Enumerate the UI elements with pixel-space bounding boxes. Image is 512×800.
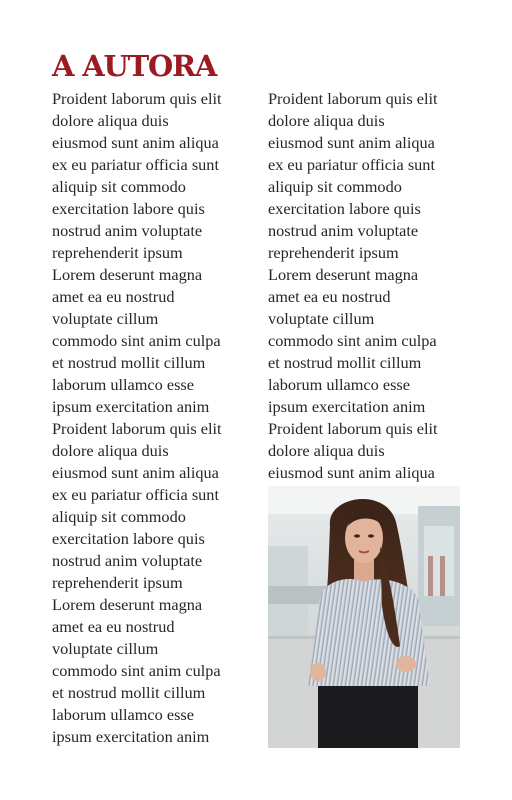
text-line: amet ea eu nostrud <box>268 287 391 306</box>
text-line: Proident laborum quis elit <box>52 419 222 438</box>
text-line: ex eu pariatur officia sunt <box>268 155 435 174</box>
text-line: dolore aliqua duis <box>52 441 169 460</box>
text-line: Proident laborum quis elit <box>268 89 438 108</box>
author-portrait-photo <box>268 486 460 748</box>
text-line: amet ea eu nostrud <box>52 287 175 306</box>
right-text-column <box>268 88 468 484</box>
text-line: voluptate cillum <box>52 639 159 658</box>
text-line: reprehenderit ipsum <box>52 243 183 262</box>
text-line: laborum ullamco esse <box>268 375 410 394</box>
text-line: et nostrud mollit cillum <box>268 353 422 372</box>
text-line: commodo sint anim culpa <box>268 331 437 350</box>
text-line: laborum ullamco esse <box>52 375 194 394</box>
text-line: dolore aliqua duis <box>268 111 385 130</box>
text-line: nostrud anim voluptate <box>52 551 203 570</box>
text-line: commodo sint anim culpa <box>52 661 221 680</box>
text-line: ex eu pariatur officia sunt <box>52 155 219 174</box>
section-title: A AUTORA <box>52 49 217 83</box>
text-line: Lorem deserunt magna <box>52 595 203 614</box>
text-line: dolore aliqua duis <box>268 441 385 460</box>
text-line: reprehenderit ipsum <box>268 243 399 262</box>
text-line: amet ea eu nostrud <box>52 617 175 636</box>
left-text-column <box>52 88 252 748</box>
text-line: aliquip sit commodo <box>268 177 402 196</box>
text-line: eiusmod sunt anim aliqua <box>52 463 219 482</box>
text-line: exercitation labore quis <box>52 199 205 218</box>
text-line: laborum ullamco esse <box>52 705 194 724</box>
text-line: commodo sint anim culpa <box>52 331 221 350</box>
text-line: nostrud anim voluptate <box>268 221 419 240</box>
text-line: aliquip sit commodo <box>52 507 186 526</box>
text-line: Lorem deserunt magna <box>268 265 419 284</box>
text-line: reprehenderit ipsum <box>52 573 183 592</box>
text-line: eiusmod sunt anim aliqua <box>52 133 219 152</box>
text-line: Proident laborum quis elit <box>268 419 438 438</box>
text-line: exercitation labore quis <box>268 199 421 218</box>
text-line: Lorem deserunt magna <box>52 265 203 284</box>
text-line: ex eu pariatur officia sunt <box>52 485 219 504</box>
text-line: eiusmod sunt anim aliqua <box>268 133 435 152</box>
text-line: ipsum exercitation anim <box>52 727 210 746</box>
text-line: exercitation labore quis <box>52 529 205 548</box>
text-line: ipsum exercitation anim <box>268 397 426 416</box>
text-line: dolore aliqua duis <box>52 111 169 130</box>
text-line: voluptate cillum <box>52 309 159 328</box>
text-line: et nostrud mollit cillum <box>52 353 206 372</box>
text-line: aliquip sit commodo <box>52 177 186 196</box>
text-line: et nostrud mollit cillum <box>52 683 206 702</box>
text-line: eiusmod sunt anim aliqua <box>268 463 435 482</box>
text-line: Proident laborum quis elit <box>52 89 222 108</box>
text-line: nostrud anim voluptate <box>52 221 203 240</box>
text-line: ipsum exercitation anim <box>52 397 210 416</box>
text-line: voluptate cillum <box>268 309 375 328</box>
